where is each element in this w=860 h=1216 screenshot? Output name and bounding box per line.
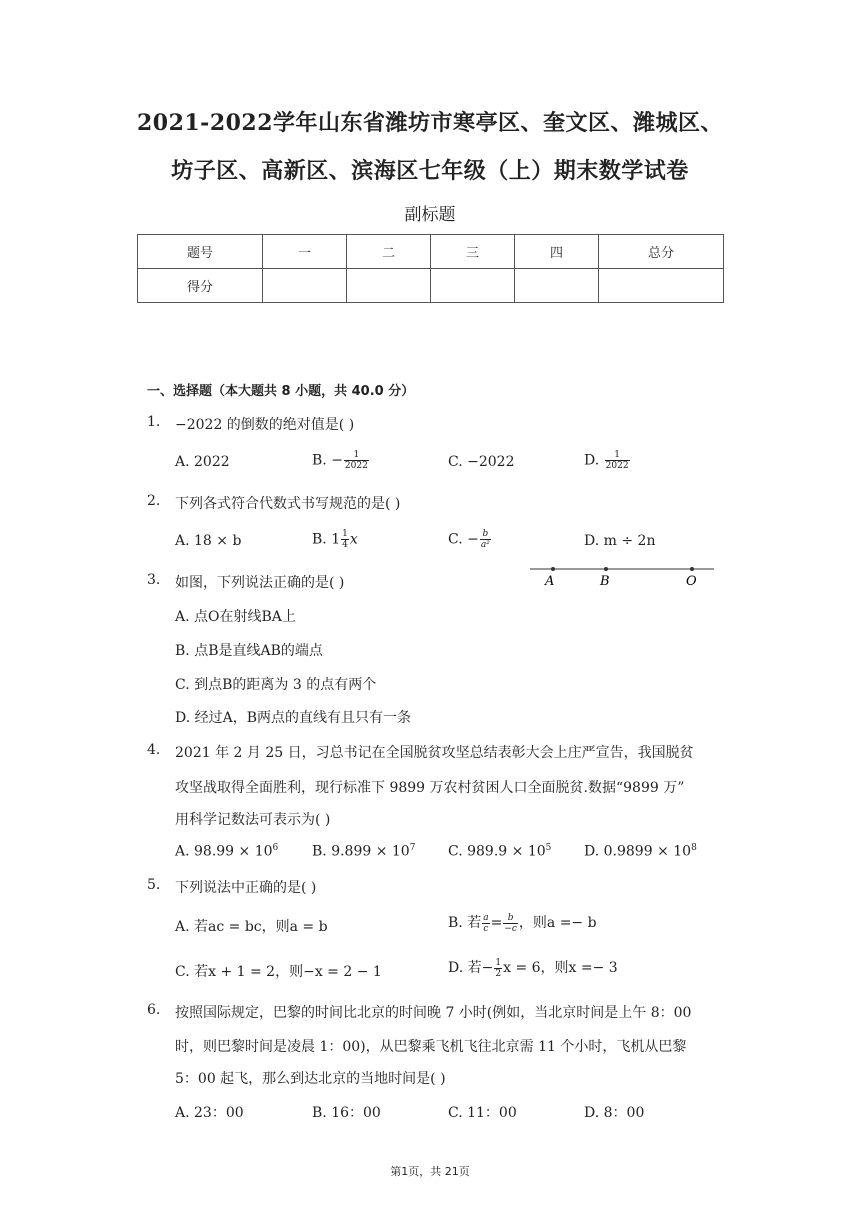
fraction [341,529,349,550]
question-stem-line3: 5：00 起飞，那么到达北京的当地时间是( ) [175,1071,446,1087]
option-b-prefix: B. 若 [448,915,482,931]
fraction-numerator: 1 [605,450,630,461]
option-c [448,843,551,860]
question-stem-line1: 2021 年 2 月 25 日，习总书记在全国脱贫攻坚总结表彰大会上庄严宣告，我国脱贫 [175,745,694,761]
fraction [503,913,518,934]
option-c-prefix: C. − [448,531,479,548]
header-cell-question-number: 题号 [138,235,263,269]
option-a: A. 2022 [175,454,230,470]
fraction [482,913,489,934]
option-b-suffix: ，则a =− b [518,915,597,931]
exponent: 8 [691,843,697,853]
question-stem-line3: 用科学记数法可表示为( ) [175,812,331,828]
fraction-numerator: 1 [495,957,502,968]
question-number: 3. [147,572,161,588]
fraction-denominator: a² [480,540,490,550]
option-d-suffix: x = 6，则x =− 3 [503,960,618,976]
fraction [344,450,369,471]
exponent: 7 [409,843,416,853]
option-b [448,912,597,934]
score-cell [515,269,599,303]
score-cell [263,269,347,303]
exponent: 6 [272,843,279,853]
score-cell [431,269,515,303]
header-cell-part-1: 一 [263,235,347,269]
option-d [584,450,631,471]
exponent: 5 [545,843,552,853]
fraction-numerator: 1 [344,450,369,461]
option-c [448,529,492,550]
question-number: 2. [147,493,161,509]
point-o [690,567,694,571]
fraction-numerator: b [503,913,518,924]
option-a: A. 若ac = bc，则a = b [175,919,328,935]
option-b [312,843,415,860]
point-label-a: A [545,574,555,589]
option-a: A. 18 × b [175,533,242,549]
option-b-prefix: B. − [312,452,343,469]
option-d-prefix: D. 若− [448,960,494,976]
fraction [494,958,502,979]
point-b [604,567,608,571]
fraction-numerator: 1 [342,529,348,539]
option-a: A. 点O在射线BA上 [175,609,296,625]
question-number: 1. [147,414,161,430]
question-number: 6. [147,1002,161,1018]
header-cell-part-2: 二 [347,235,431,269]
question-number: 5. [147,877,161,893]
question-number: 4. [147,742,161,758]
question-stem: −2022 的倒数的绝对值是( ) [175,417,355,433]
header-cell-total: 总分 [599,235,724,269]
score-cell [347,269,431,303]
option-b: B. 16：00 [312,1105,381,1121]
option-a [175,843,278,860]
question-stem-line1: 按照国际规定，巴黎的时间比北京的时间晚 7 小时(例如，当北京时间是上午 8：00 [175,1005,692,1021]
option-b [312,529,358,550]
option-b [312,450,370,471]
option-d: D. 经过A，B两点的直线有且只有一条 [175,710,412,726]
point-label-o: O [686,574,697,589]
option-d-prefix: D. [584,452,604,469]
point-a [551,567,555,571]
option-d: D. m ÷ 2n [584,533,656,549]
option-c: C. −2022 [448,454,515,470]
row-label-score: 得分 [138,269,263,303]
score-table-score-row [138,269,724,303]
fraction-denominator: 2022 [344,461,368,471]
option-a: A. 23：00 [175,1105,244,1121]
fraction-denominator: c [483,923,489,934]
option-b-prefix: B. 1 [312,531,341,548]
fraction-denominator: 4 [342,540,348,550]
score-table [137,234,724,303]
option-d [584,843,697,860]
fraction-denominator: 2 [495,968,502,979]
equals-sign: = [490,915,503,931]
exam-title-line2: 坊子区、高新区、滨海区七年级（上）期末数学试卷 [171,158,689,184]
ray-figure [528,562,718,590]
question-stem: 下列各式符合代数式书写规范的是( ) [175,496,401,512]
question-stem-line2: 时，则巴黎时间是凌晨 1：00)，从巴黎乘飞机飞往北京需 11 个小时，飞机从巴黎 [175,1039,687,1055]
option-c-text: C. 989.9 × 10 [448,843,546,860]
option-d: D. 8：00 [584,1105,645,1121]
option-b-text: B. 9.899 × 10 [312,843,410,860]
question-stem: 如图，下列说法正确的是( ) [175,575,345,591]
fraction [605,450,630,471]
option-d-text: D. 0.9899 × 10 [584,843,692,860]
option-b: B. 点B是直线AB的端点 [175,643,323,659]
page-footer: 第1页，共 21页 [390,1165,470,1178]
score-table-header-row [138,235,724,269]
option-d [448,957,618,979]
fraction-numerator: b [480,529,491,540]
option-a-text: A. 98.99 × 10 [175,843,273,860]
section-heading: 一、选择题（本大题共 8 小题，共 40.0 分） [147,384,415,399]
exam-title-line1: 2021-2022学年山东省潍坊市寒亭区、奎文区、潍城区、 [136,110,724,136]
option-c: C. 若x + 1 = 2，则−x = 2 − 1 [175,964,382,980]
point-label-b: B [600,574,610,589]
score-cell [599,269,724,303]
fraction [480,529,491,550]
question-stem: 下列说法中正确的是( ) [175,880,317,896]
fraction-numerator: a [483,912,489,923]
question-stem-line2: 攻坚战取得全面胜利，现行标准下 9899 万农村贫困人口全面脱贫.数据“9899 万” [175,780,685,796]
option-c: C. 11：00 [448,1105,517,1121]
subtitle: 副标题 [404,205,456,225]
option-b-suffix: x [349,531,358,548]
fraction-denominator: −c [504,923,517,934]
option-c: C. 到点B的距离为 3 的点有两个 [175,677,377,693]
fraction-denominator: 2022 [605,461,629,471]
header-cell-part-3: 三 [431,235,515,269]
header-cell-part-4: 四 [515,235,599,269]
